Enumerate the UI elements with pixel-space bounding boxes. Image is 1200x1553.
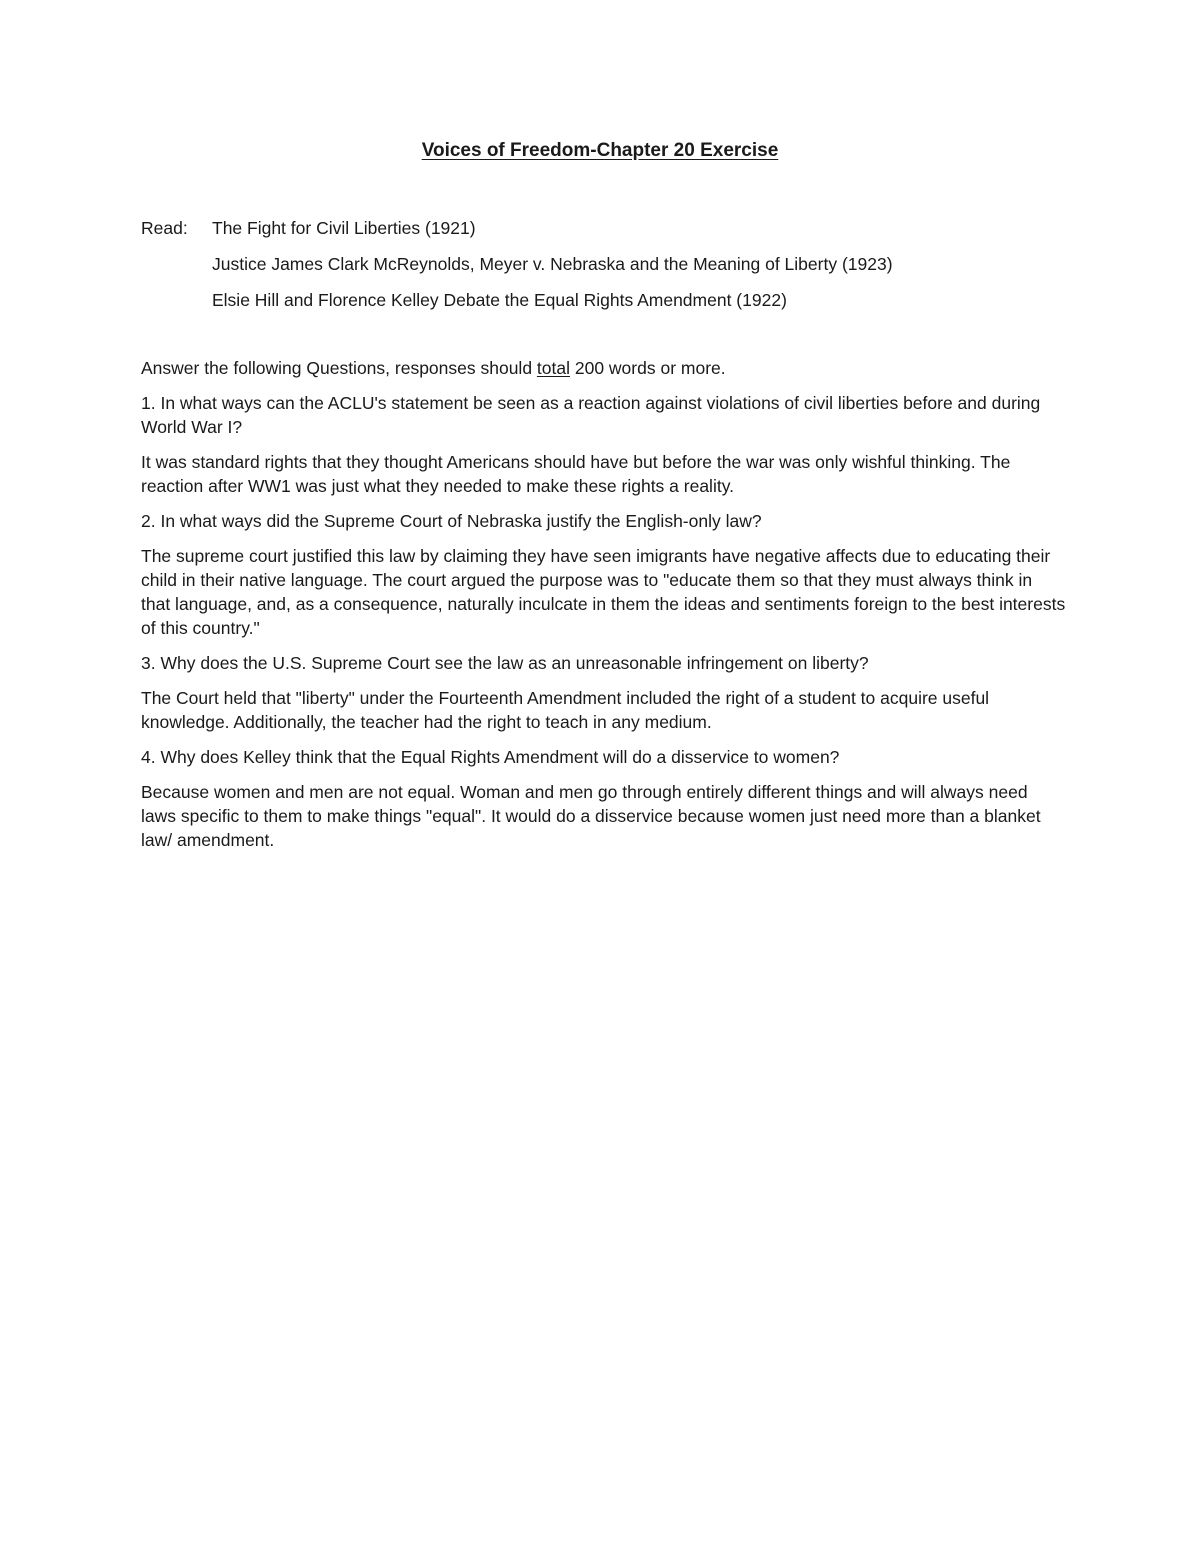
reading-title: Justice James Clark McReynolds, Meyer v. Nebraska and the Meaning of Liberty (1923): [212, 254, 893, 274]
reading-item: [141, 216, 1066, 252]
instructions-text: Answer the following Questions, responses should: [141, 358, 537, 378]
question-1: 1. In what ways can the ACLU's statement be seen as a reaction against violations of civil liberties before and during World War I?: [141, 393, 1041, 437]
reading-title: Elsie Hill and Florence Kelley Debate the Equal Rights Amendment (1922): [212, 290, 787, 310]
document-title: Voices of Freedom-Chapter 20 Exercise: [421, 140, 779, 161]
instructions-text: 200 words or more.: [570, 358, 726, 378]
instructions-emphasis: total: [536, 358, 570, 378]
question-2: 2. In what ways did the Supreme Court of Nebraska justify the English-only law?: [141, 511, 762, 531]
read-label-spacer: [141, 288, 212, 324]
answer-2: The supreme court justified this law by claiming they have seen imigrants have negative affects due to educating their child in their native language. The court argued the purpose was to "educate them so that they must always think in that language, and, as a consequence, naturally inculcate in them the ideas and sentiments foreign to the best interests of this country.": [141, 546, 1066, 638]
reading-item: [141, 252, 1066, 288]
question-4: 4. Why does Kelley think that the Equal Rights Amendment will do a disservice to women?: [141, 747, 840, 767]
answer-1: It was standard rights that they thought Americans should have but before the war was only wishful thinking. The reaction after WW1 was just what they needed to make these rights a reality.: [141, 452, 1011, 496]
instructions: [141, 356, 1066, 380]
reading-title: The Fight for Civil Liberties (1921): [212, 218, 476, 238]
reading-list: [141, 216, 1066, 324]
answer-3: The Court held that "liberty" under the Fourteenth Amendment included the right of a student to acquire useful knowledge. Additionally, the teacher had the right to teach in any medium.: [141, 688, 990, 732]
read-label: Read:: [141, 218, 188, 238]
questions-section: [141, 356, 1066, 863]
question-3: 3. Why does the U.S. Supreme Court see the law as an unreasonable infringement on liberty?: [141, 653, 869, 673]
read-label-spacer: [141, 252, 212, 288]
reading-item: [141, 288, 1066, 324]
answer-4: Because women and men are not equal. Woman and men go through entirely different things and will always need laws specific to them to make things "equal". It would do a disservice because women just need more than a blanket law/ amendment.: [141, 782, 1041, 850]
